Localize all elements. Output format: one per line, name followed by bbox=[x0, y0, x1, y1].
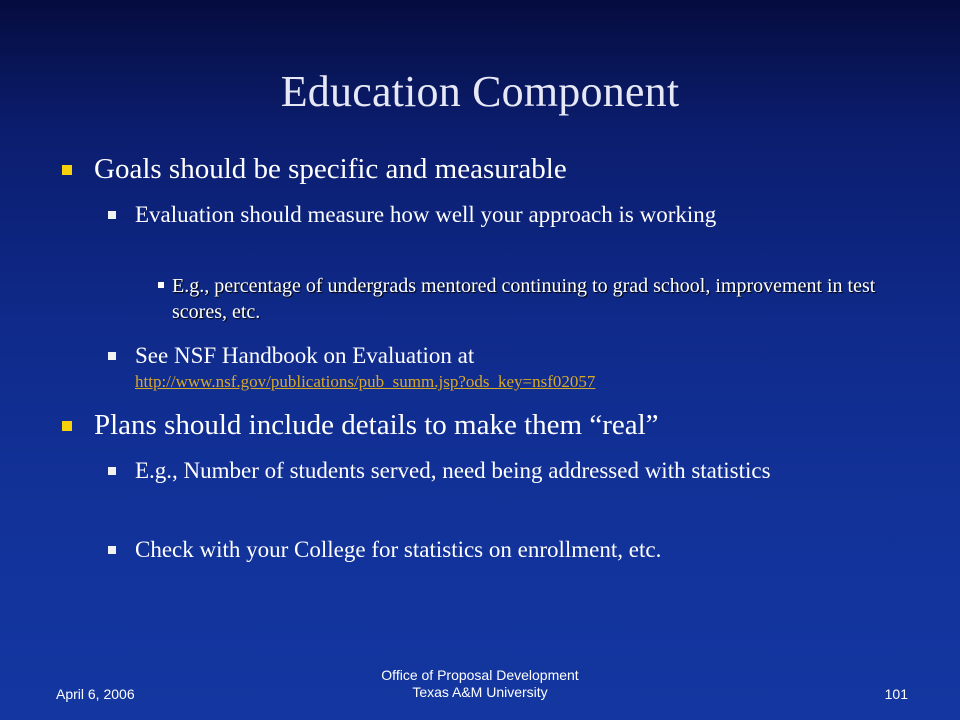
square-bullet-icon bbox=[108, 467, 116, 475]
sub-bullet-text: E.g., Number of students served, need being addressed with statistics bbox=[135, 458, 771, 483]
square-bullet-icon bbox=[62, 421, 72, 431]
bullet-item-goals bbox=[62, 152, 922, 186]
sub-bullet-item-college bbox=[108, 535, 898, 565]
footer-org-line1: Office of Proposal Development bbox=[381, 667, 579, 683]
slide-title: Education Component bbox=[280, 67, 680, 116]
square-bullet-icon bbox=[108, 352, 116, 360]
bullet-text: Goals should be specific and measurable bbox=[94, 153, 567, 185]
sub-bullet-text: Evaluation should measure how well your approach is working bbox=[135, 202, 717, 227]
sub-bullet-item-students bbox=[108, 456, 898, 486]
square-bullet-icon bbox=[62, 165, 72, 175]
square-bullet-icon bbox=[108, 546, 116, 554]
sub-sub-bullet-text: E.g., percentage of undergrads mentored continuing to grad school, improvement in test scores, etc. bbox=[172, 275, 876, 323]
sub-bullet-text: Check with your College for statistics on enrollment, etc. bbox=[135, 537, 662, 562]
square-bullet-icon bbox=[158, 282, 164, 288]
footer-organization bbox=[330, 667, 630, 701]
bullet-item-plans bbox=[62, 408, 922, 442]
footer-page-number: 101 bbox=[884, 686, 908, 702]
sub-sub-bullet-item-example bbox=[158, 273, 888, 325]
sub-bullet-item-nsf-handbook bbox=[108, 341, 868, 393]
sub-bullet-content bbox=[135, 341, 595, 393]
square-bullet-icon bbox=[108, 211, 116, 219]
footer-date: April 6, 2006 bbox=[56, 686, 135, 702]
sub-bullet-item-evaluation bbox=[108, 200, 808, 230]
bullet-text: Plans should include details to make them “real” bbox=[94, 409, 659, 441]
sub-bullet-text: See NSF Handbook on Evaluation at bbox=[135, 343, 475, 368]
nsf-handbook-link[interactable]: http://www.nsf.gov/publications/pub_summ.jsp?ods_key=nsf02057 bbox=[135, 372, 596, 391]
footer-org-line2: Texas A&M University bbox=[412, 684, 548, 700]
